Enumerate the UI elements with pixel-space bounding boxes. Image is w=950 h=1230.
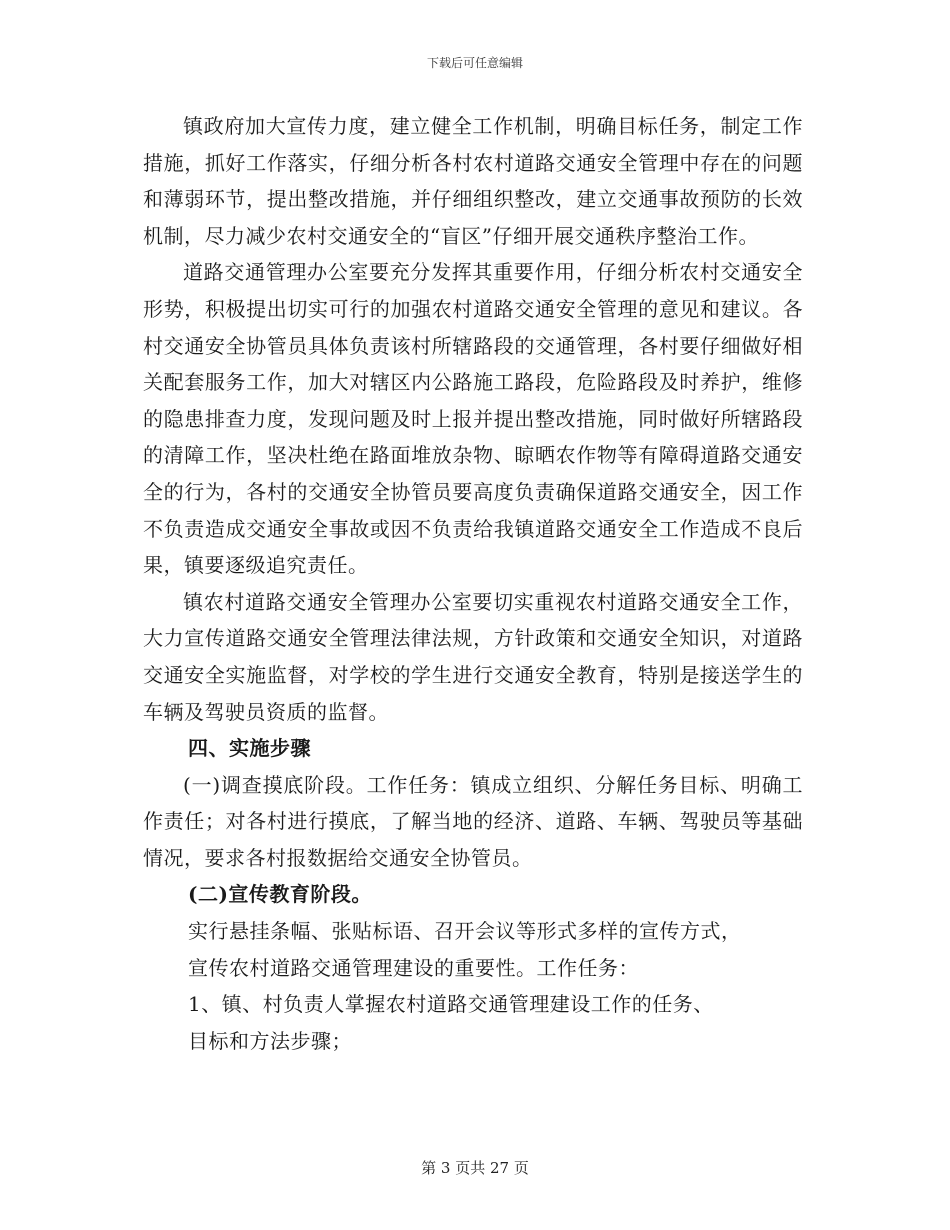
paragraph-town-government: 镇政府加大宣传力度，建立健全工作机制，明确目标任务，制定工作措施，抓好工作落实，仔细分析各村农村道路交通安全管理中存在的问题和薄弱环节，提出整改措施，并仔细组织整改，建立交通事故预防的长效机制，尽力减少农村交通安全的“盲区”仔细开展交通秩序整治工作。 (143, 114, 803, 248)
document-body (143, 108, 803, 1059)
task-item-1-line-2: 目标和方法步骤； (188, 1028, 352, 1053)
page-footer: 第 3 页共 27 页 (421, 1159, 529, 1177)
section-heading-implementation-steps: 四、实施步骤 (188, 736, 311, 761)
task-item-1-line-1: 1、镇、村负责人掌握农村道路交通管理建设工作的任务、 (188, 992, 714, 1017)
paragraph-survey-stage: (一)调查摸底阶段。工作任务：镇成立组织、分解任务目标、明确工作责任；对各村进行摸底，了解当地的经济、道路、车辆、驾驶员等基础情况，要求各村报数据给交通安全协管员。 (143, 772, 803, 870)
paragraph-safety-office: 镇农村道路交通安全管理办公室要切实重视农村道路交通安全工作，大力宣传道路交通安全管理法律法规，方针政策和交通安全知识，对道路交通安全实施监督，对学校的学生进行交通安全教育，特别是接送学生的车辆及驾驶员资质的监督。 (143, 589, 803, 724)
paragraph-traffic-office: 道路交通管理办公室要充分发挥其重要作用，仔细分析农村交通安全形势，积极提出切实可行的加强农村道路交通安全管理的意见和建议。各村交通安全协管员具体负责该村所辖路段的交通管理，各村要仔细做好相关配套服务工作，加大对辖区内公路施工路段，危险路段及时养护，维修的隐患排查力度，发现问题及时上报并提出整改措施，同时做好所辖路段的清障工作，坚决杜绝在路面堆放杂物、晾晒农作物等有障碍道路交通安全的行为，各村的交通安全协管员要高度负责确保道路交通安全，因工作不负责造成交通安全事故或因不负责给我镇道路交通安全工作造成不良后果，镇要逐级追究责任。 (143, 260, 803, 578)
publicity-line-2: 宣传农村道路交通管理建设的重要性。工作任务： (188, 955, 639, 980)
page-header: 下载后可任意编辑 (426, 56, 523, 70)
subheading-publicity-stage: (二)宣传教育阶段。 (188, 882, 372, 907)
publicity-line-1: 实行悬挂条幅、张贴标语、召开会议等形式多样的宣传方式， (188, 919, 742, 944)
